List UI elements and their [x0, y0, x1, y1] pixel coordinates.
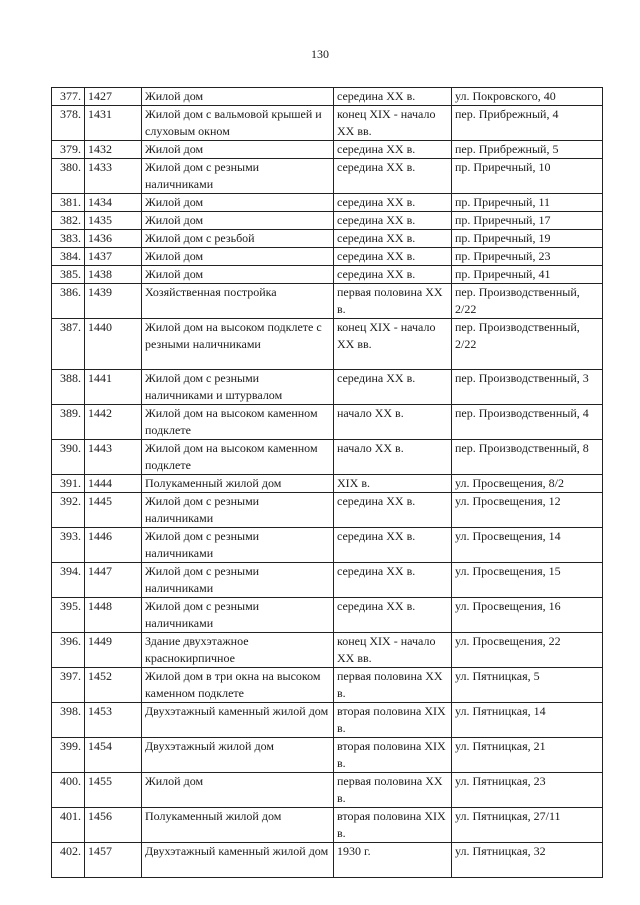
object-dating: середина XX в. [334, 563, 452, 598]
object-description: Жилой дом с резными наличниками [142, 159, 334, 194]
row-number: 380. [52, 159, 85, 194]
registry-code: 1438 [85, 266, 142, 284]
object-description: Жилой дом с резными наличниками и штурвалом [142, 370, 334, 405]
object-description: Жилой дом [142, 141, 334, 159]
object-address: пер. Производственный, 2/22 [452, 319, 603, 370]
object-description: Жилой дом [142, 194, 334, 212]
object-dating: первая половина XX в. [334, 773, 452, 808]
row-number: 401. [52, 808, 85, 843]
row-number: 399. [52, 738, 85, 773]
row-number: 396. [52, 633, 85, 668]
registry-code: 1453 [85, 703, 142, 738]
object-address: ул. Просвещения, 12 [452, 493, 603, 528]
object-description: Здание двухэтажное краснокирпичное [142, 633, 334, 668]
object-description: Жилой дом с резными наличниками [142, 528, 334, 563]
table-row [52, 159, 603, 194]
table-row [52, 248, 603, 266]
object-description: Жилой дом в три окна на высоком каменном подклете [142, 668, 334, 703]
row-number: 384. [52, 248, 85, 266]
object-description: Жилой дом [142, 773, 334, 808]
object-dating: конец XIX - начало XX вв. [334, 319, 452, 370]
object-dating: середина XX в. [334, 230, 452, 248]
table-row [52, 405, 603, 440]
registry-code: 1448 [85, 598, 142, 633]
registry-code: 1456 [85, 808, 142, 843]
row-number: 400. [52, 773, 85, 808]
row-number: 394. [52, 563, 85, 598]
object-description: Двухэтажный каменный жилой дом [142, 843, 334, 878]
object-address: пр. Приречный, 19 [452, 230, 603, 248]
object-description: Полукаменный жилой дом [142, 808, 334, 843]
registry-code: 1443 [85, 440, 142, 475]
object-description: Двухэтажный каменный жилой дом [142, 703, 334, 738]
object-description: Жилой дом с резьбой [142, 230, 334, 248]
object-address: ул. Покровского, 40 [452, 88, 603, 106]
object-description: Жилой дом на высоком подклете с резными наличниками [142, 319, 334, 370]
object-dating: первая половина XX в. [334, 284, 452, 319]
object-address: пер. Производственный, 4 [452, 405, 603, 440]
table-row [52, 440, 603, 475]
table-row [52, 843, 603, 878]
register-table-body [52, 88, 603, 878]
object-address: ул. Просвещения, 15 [452, 563, 603, 598]
object-address: пер. Прибрежный, 4 [452, 106, 603, 141]
object-dating: первая половина XX в. [334, 668, 452, 703]
object-address: ул. Пятницкая, 14 [452, 703, 603, 738]
registry-code: 1440 [85, 319, 142, 370]
row-number: 377. [52, 88, 85, 106]
row-number: 389. [52, 405, 85, 440]
object-address: ул. Пятницкая, 27/11 [452, 808, 603, 843]
heritage-register-table [51, 87, 603, 878]
registry-code: 1435 [85, 212, 142, 230]
table-row [52, 563, 603, 598]
object-description: Жилой дом с резными наличниками [142, 598, 334, 633]
object-address: ул. Пятницкая, 32 [452, 843, 603, 878]
object-description: Жилой дом на высоком каменном подклете [142, 405, 334, 440]
row-number: 392. [52, 493, 85, 528]
object-dating: середина XX в. [334, 370, 452, 405]
row-number: 398. [52, 703, 85, 738]
registry-code: 1447 [85, 563, 142, 598]
row-number: 381. [52, 194, 85, 212]
table-row [52, 668, 603, 703]
object-dating: начало XX в. [334, 440, 452, 475]
row-number: 379. [52, 141, 85, 159]
object-address: ул. Пятницкая, 23 [452, 773, 603, 808]
table-row [52, 106, 603, 141]
table-row [52, 266, 603, 284]
object-dating: середина XX в. [334, 528, 452, 563]
table-row [52, 194, 603, 212]
table-row [52, 141, 603, 159]
object-dating: середина XX в. [334, 141, 452, 159]
object-address: пр. Приречный, 23 [452, 248, 603, 266]
object-dating: середина XX в. [334, 88, 452, 106]
row-number: 386. [52, 284, 85, 319]
row-number: 383. [52, 230, 85, 248]
registry-code: 1454 [85, 738, 142, 773]
registry-code: 1446 [85, 528, 142, 563]
table-row [52, 212, 603, 230]
object-description: Жилой дом с вальмовой крышей и слуховым окном [142, 106, 334, 141]
object-address: пер. Производственный, 3 [452, 370, 603, 405]
object-address: ул. Пятницкая, 5 [452, 668, 603, 703]
row-number: 385. [52, 266, 85, 284]
object-address: пр. Приречный, 11 [452, 194, 603, 212]
object-description: Хозяйственная постройка [142, 284, 334, 319]
object-description: Жилой дом [142, 248, 334, 266]
object-description: Жилой дом с резными наличниками [142, 493, 334, 528]
object-dating: конец XIX - начало XX вв. [334, 633, 452, 668]
registry-code: 1449 [85, 633, 142, 668]
object-address: ул. Просвещения, 22 [452, 633, 603, 668]
registry-code: 1457 [85, 843, 142, 878]
registry-code: 1439 [85, 284, 142, 319]
registry-code: 1442 [85, 405, 142, 440]
registry-code: 1432 [85, 141, 142, 159]
registry-code: 1431 [85, 106, 142, 141]
table-row [52, 598, 603, 633]
object-dating: середина XX в. [334, 159, 452, 194]
object-address: пер. Производственный, 8 [452, 440, 603, 475]
row-number: 382. [52, 212, 85, 230]
object-dating: вторая половина XIX в. [334, 703, 452, 738]
registry-code: 1436 [85, 230, 142, 248]
object-address: пр. Приречный, 41 [452, 266, 603, 284]
table-row [52, 773, 603, 808]
row-number: 391. [52, 475, 85, 493]
object-description: Жилой дом на высоком каменном подклете [142, 440, 334, 475]
registry-code: 1444 [85, 475, 142, 493]
row-number: 388. [52, 370, 85, 405]
row-number: 387. [52, 319, 85, 370]
object-address: пер. Прибрежный, 5 [452, 141, 603, 159]
table-row [52, 703, 603, 738]
table-row [52, 633, 603, 668]
object-address: ул. Просвещения, 14 [452, 528, 603, 563]
registry-code: 1433 [85, 159, 142, 194]
object-dating: вторая половина XIX в. [334, 738, 452, 773]
object-address: пер. Производственный, 2/22 [452, 284, 603, 319]
object-dating: середина XX в. [334, 493, 452, 528]
row-number: 397. [52, 668, 85, 703]
object-address: пр. Приречный, 17 [452, 212, 603, 230]
table-row [52, 319, 603, 370]
object-address: пр. Приречный, 10 [452, 159, 603, 194]
registry-code: 1437 [85, 248, 142, 266]
registry-code: 1441 [85, 370, 142, 405]
row-number: 390. [52, 440, 85, 475]
row-number: 402. [52, 843, 85, 878]
object-dating: середина XX в. [334, 212, 452, 230]
object-dating: середина XX в. [334, 266, 452, 284]
object-dating: конец XIX - начало XX вв. [334, 106, 452, 141]
table-row [52, 230, 603, 248]
object-description: Жилой дом [142, 212, 334, 230]
object-address: ул. Пятницкая, 21 [452, 738, 603, 773]
object-dating: середина XX в. [334, 248, 452, 266]
row-number: 395. [52, 598, 85, 633]
registry-code: 1445 [85, 493, 142, 528]
table-row [52, 475, 603, 493]
page-number: 130 [311, 47, 329, 61]
object-address: ул. Просвещения, 8/2 [452, 475, 603, 493]
object-dating: середина XX в. [334, 194, 452, 212]
object-description: Полукаменный жилой дом [142, 475, 334, 493]
object-description: Жилой дом с резными наличниками [142, 563, 334, 598]
table-row [52, 493, 603, 528]
table-row [52, 808, 603, 843]
registry-code: 1427 [85, 88, 142, 106]
object-dating: 1930 г. [334, 843, 452, 878]
table-row [52, 370, 603, 405]
object-description: Жилой дом [142, 266, 334, 284]
object-address: ул. Просвещения, 16 [452, 598, 603, 633]
object-dating: XIX в. [334, 475, 452, 493]
row-number: 393. [52, 528, 85, 563]
object-description: Жилой дом [142, 88, 334, 106]
object-dating: начало XX в. [334, 405, 452, 440]
registry-code: 1455 [85, 773, 142, 808]
registry-code: 1452 [85, 668, 142, 703]
table-row [52, 528, 603, 563]
table-row [52, 284, 603, 319]
registry-code: 1434 [85, 194, 142, 212]
object-dating: середина XX в. [334, 598, 452, 633]
table-row [52, 88, 603, 106]
object-description: Двухэтажный жилой дом [142, 738, 334, 773]
row-number: 378. [52, 106, 85, 141]
object-dating: вторая половина XIX в. [334, 808, 452, 843]
table-row [52, 738, 603, 773]
